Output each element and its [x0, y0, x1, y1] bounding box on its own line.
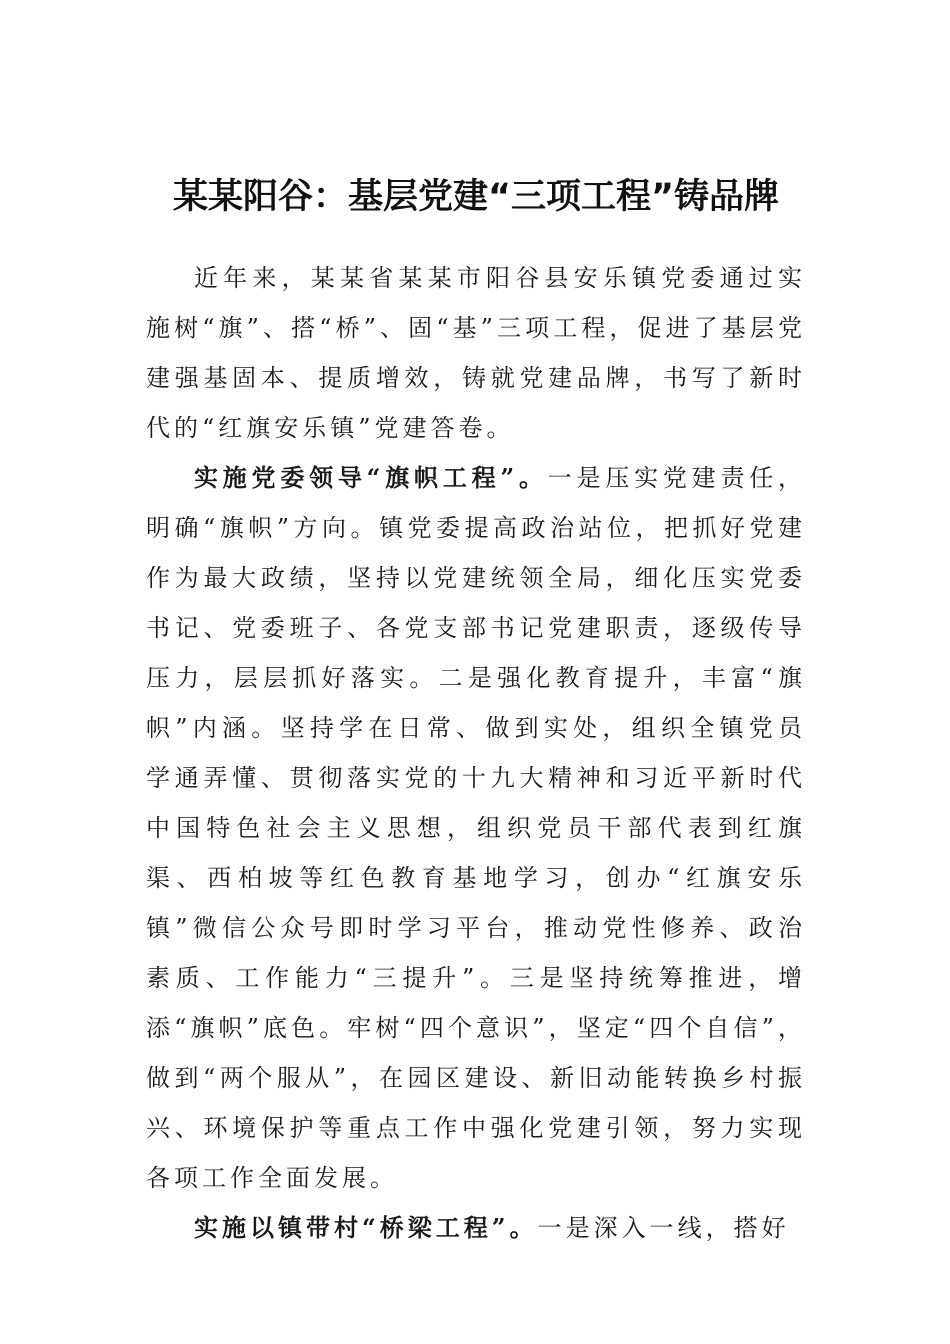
paragraph-lead: 实施以镇带村“桥梁工程”。: [194, 1213, 538, 1242]
paragraph-bridge-project: [146, 1203, 806, 1253]
article-body: [146, 253, 806, 1253]
paragraph-lead: 实施党委领导“旗帜工程”。: [194, 463, 548, 492]
paragraph-text: 近年来，某某省某某市阳谷县安乐镇党委通过实施树“旗”、搭“桥”、固“基”三项工程，促进了基层党建强基固本、提质增效，铸就党建品牌，书写了新时代的“红旗安乐镇”党建答卷。: [146, 264, 806, 442]
paragraph-flag-project: [146, 453, 806, 1203]
article-title: 某某阳谷：基层党建“三项工程”铸品牌: [172, 177, 779, 217]
paragraph-intro: [146, 253, 806, 453]
paragraph-text: 一是压实党建责任，明确“旗帜”方向。镇党委提高政治站位，把抓好党建作为最大政绩，坚持以党建统领全局，细化压实党委书记、党委班子、各党支部书记党建职责，逐级传导压力，层层抓好落实。二是强化教育提升，丰富“旗帜”内涵。坚持学在日常、做到实处，组织全镇党员学通弄懂、贯彻落实党的十九大精神和习近平新时代中国特色社会主义思想，组织党员干部代表到红旗渠、西柏坡等红色教育基地学习，创办“红旗安乐镇”微信公众号即时学习平台，推动党性修养、政治素质、工作能力“三提升”。三是坚持统筹推进，增添“旗帜”底色。牢树“四个意识”，坚定“四个自信”，做到“两个服从”，在园区建设、新旧动能转换乡村振兴、环境保护等重点工作中强化党建引领，努力实现各项工作全面发展。: [146, 464, 807, 1192]
paragraph-text: 一是深入一线，搭好: [537, 1214, 790, 1242]
